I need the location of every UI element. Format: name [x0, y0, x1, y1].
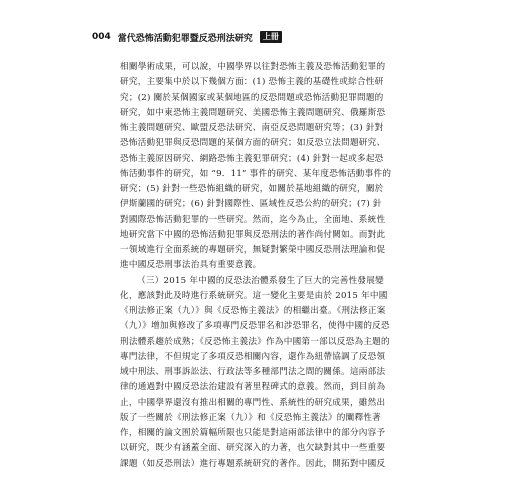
text-line: 刑法體系趨於成熟；《反恐怖主義法》作為中國第一部以反恐為主題的 [120, 336, 390, 347]
volume-badge: 上冊 [260, 31, 282, 43]
text-line: 對國際恐怖活動犯罪的一些研究。然而，迄今為止，全面地、系統性 [120, 214, 386, 225]
text-line: 恐怖活動犯罪與反恐問題的某個方面的研究；如反恐立法問題研究、 [120, 138, 386, 149]
paragraph-1 [120, 60, 418, 274]
text-line: 研究，如中東恐怖主義問題研究、美國恐怖主義問題研究、俄羅斯恐 [120, 107, 386, 118]
text-line: 怖主義問題研究、歐盟反恐法研究、南亞反恐問題研究等；(3) 針對 [120, 123, 384, 133]
text-line: 化，應該對此及時進行系統研究。這一變化主要是由於 2015 年中國 [120, 290, 388, 301]
text-line: 恐怖主義原因研究、網路恐怖主義犯罪研究；(4) 針對一起或多起恐 [120, 153, 384, 164]
paragraph-2 [120, 274, 418, 289]
text-line: 止，中國學界還沒有推出相關的專門性、系統性的研究成果，雖然出 [120, 397, 386, 408]
text-line: （三）2015 年中國的反恐法治體系發生了巨大的完善性發展變 [137, 275, 384, 286]
paragraph-2-body [120, 289, 418, 472]
text-line: 《刑法修正案（九）》與《反恐怖主義法》的相繼出臺。《刑法修正案 [120, 306, 386, 316]
text-line: （九）》增加與修改了多項專門反恐罪名和涉恐罪名，使得中國的反恐 [120, 321, 390, 332]
text-line: 進中國反恐刑事法治具有重要意義。 [120, 260, 262, 271]
text-line: 域中刑法、刑事訴訟法、行政法等多種部門法之間的關係。這兩部法 [120, 367, 386, 377]
text-line: 研究，主要集中於以下幾個方面：(1) 恐怖主義的基礎性或綜合性研 [120, 77, 384, 88]
text-line: 課題（如反恐刑法）進行專題系統研究的著作。因此，開拓對中國反 [120, 458, 386, 469]
text-line: 伊斯蘭國的研究；(6) 針對國際性、區域性反恐公約的研究；(7) 針 [120, 199, 382, 210]
text-line: 一領域進行全面系統的專題研究，無疑對繁榮中國反恐刑法理論和促 [120, 245, 386, 255]
body-text [120, 60, 418, 472]
text-line: 以研究，既少有涵蓋全面、研究深入的力著，也欠缺對其中一些重要 [120, 443, 386, 454]
text-line: 版了一些關於《刑法修正案（九）》和《反恐怖主義法》的闡釋性著 [120, 412, 382, 423]
text-line: 地研究當下中國的恐怖活動犯罪與反恐刑法的著作尚付闕如。而對此 [120, 229, 386, 240]
text-line: 相關學術成果，可以說，中國學界以往對恐怖主義及恐怖活動犯罪的 [120, 62, 386, 72]
text-line: 律的通過對中國反恐法治建設有著里程碑式的意義。然而，到目前為 [120, 382, 386, 393]
page-number: 004 [92, 32, 111, 42]
text-line: 作，相關的論文囿於篇幅所限也只能是對這兩部法律中的部分內容予 [120, 428, 386, 438]
text-line: 怖活動事件的研究，如 “9．11” 事件的研究、某年度恐怖活動事件的 [120, 168, 392, 179]
page-header [92, 30, 282, 44]
running-title: 當代恐怖活動犯罪暨反恐刑法研究 [117, 33, 253, 44]
text-line: 究；(2) 關於某個國家或某個地區的反恐問題或恐怖活動犯罪問題的 [120, 92, 384, 103]
text-line: 研究；(5) 針對一些恐怖組織的研究，如關於基地組織的研究，關於 [120, 184, 384, 194]
text-line: 專門法律，不但規定了多項反恐相關內容，還作為紐帶協調了反恐領 [120, 351, 386, 362]
